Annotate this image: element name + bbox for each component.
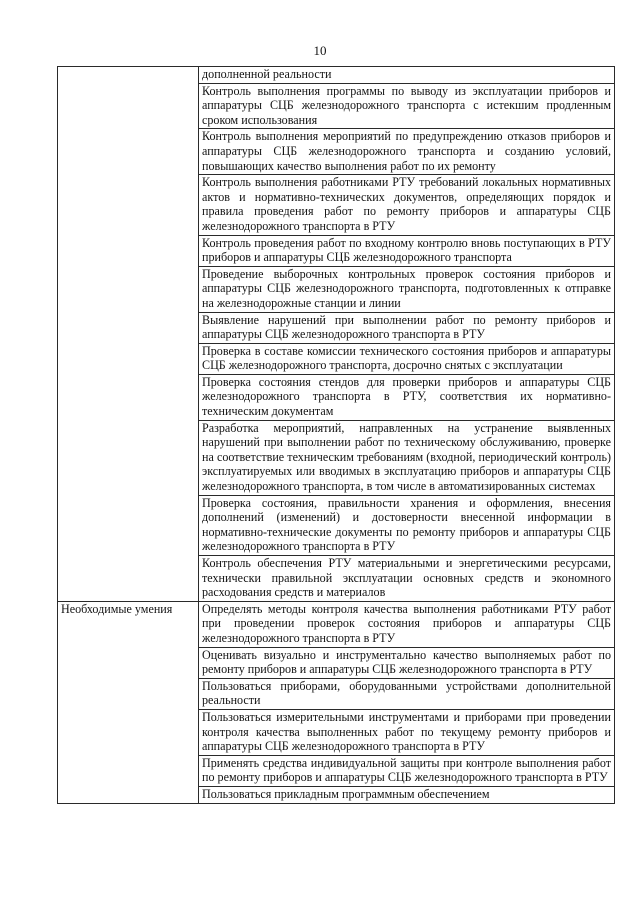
requirement-text: Определять методы контроля качества выполнения работниками РТУ работ при проведении проверок состояния приборов и аппаратуры СЦБ железнодорожного транспорта в РТУ — [202, 601, 611, 645]
section-label-cell — [58, 67, 199, 602]
requirement-cell — [199, 235, 615, 266]
requirement-text: Проверка состояния стендов для проверки приборов и аппаратуры СЦБ железнодорожного транспорта в РТУ, соответствия их нормативно-техническим документам — [202, 374, 611, 419]
requirement-text: Разработка мероприятий, направленных на устранение выявленных нарушений при выполнении работ по техническому обслуживанию, проверке на соответствие техническим требованиям (входной, периодический контроль) эксплуатируемых или вводимых в эксплуатацию приборов и аппаратуры СЦБ железнодорожного транспорта, в том числе в автоматизированных системах — [202, 420, 611, 494]
section-label: Необходимые умения — [61, 601, 173, 616]
requirement-text: Пользоваться измерительными инструментами и приборами при проведении контроля качества выполненных работ по текущему ремонту приборов и аппаратуры СЦБ железнодорожного транспорта в РТУ — [202, 709, 611, 754]
table-row — [58, 601, 615, 647]
requirement-cell — [199, 601, 615, 647]
section-label-cell — [58, 601, 199, 803]
page-number: 10 — [313, 43, 327, 58]
requirement-cell — [199, 755, 615, 786]
requirement-text: Выявление нарушений при выполнении работ по ремонту приборов и аппаратуры СЦБ железнодорожного транспорта в РТУ — [202, 312, 611, 342]
requirement-text: Контроль выполнения работниками РТУ требований локальных нормативных актов и нормативно-технических документов, определяющих порядок и правила проведения работ по ремонту приборов и аппаратуры СЦБ железнодорожного транспорта в РТУ — [202, 175, 611, 233]
requirement-cell — [199, 374, 615, 420]
requirement-text: Проверка в составе комиссии технического состояния приборов и аппаратуры СЦБ железнодорожного транспорта, досрочно снятых с эксплуатации — [202, 343, 611, 373]
requirement-text: Пользоваться прикладным программным обеспечением — [202, 786, 490, 801]
requirement-cell — [199, 556, 615, 602]
requirement-text: дополненной реальности — [202, 67, 332, 81]
table-row — [58, 67, 615, 84]
requirement-cell — [199, 678, 615, 709]
requirement-text: Контроль обеспечения РТУ материальными и энергетическими ресурсами, технически правильной эксплуатации основных средств и экономного расходования средств и материалов — [202, 556, 611, 600]
requirement-cell — [199, 312, 615, 343]
requirement-text: Проведение выборочных контрольных проверок состояния приборов и аппаратуры СЦБ железнодорожного транспорта, подготовленных к отправке на железнодорожные станции и линии — [202, 266, 611, 310]
requirement-cell — [199, 709, 615, 755]
requirement-cell — [199, 786, 615, 803]
requirement-text: Оценивать визуально и инструментально качество выполняемых работ по ремонту приборов и аппаратуры СЦБ железнодорожного транспорта в РТУ — [202, 647, 611, 677]
table-body — [58, 67, 615, 804]
requirement-cell — [199, 420, 615, 495]
requirement-cell — [199, 647, 615, 678]
requirement-text: Контроль проведения работ по входному контролю вновь поступающих в РТУ приборов и аппаратуры СЦБ железнодорожного транспорта — [202, 235, 611, 265]
requirement-text: Проверка состояния, правильности хранения и оформления, внесения дополнений (изменений) и достоверности внесенной информации в нормативно-технические документы по ремонту приборов и аппаратуры СЦБ железнодорожного транспорта в РТУ — [202, 495, 611, 554]
requirement-cell — [199, 175, 615, 235]
requirement-cell — [199, 343, 615, 374]
requirement-text: Контроль выполнения программы по выводу из эксплуатации приборов и аппаратуры СЦБ железнодорожного транспорта с истекшим продленным сроком использования — [202, 83, 611, 127]
requirement-cell — [199, 266, 615, 312]
requirement-text: Контроль выполнения мероприятий по предупреждению отказов приборов и аппаратуры СЦБ железнодорожного транспорта и созданию условий, повышающих качество выполнения работ по их ремонту — [202, 129, 611, 173]
requirement-text: Применять средства индивидуальной защиты при контроле выполнения работ по ремонту приборов и аппаратуры СЦБ железнодорожного транспорта в РТУ — [202, 755, 611, 785]
requirement-cell — [199, 129, 615, 175]
requirement-text: Пользоваться приборами, оборудованными устройствами дополнительной реальности — [202, 678, 611, 708]
requirement-cell — [199, 495, 615, 555]
requirement-cell — [199, 83, 615, 129]
requirements-table — [57, 66, 615, 804]
requirement-cell — [199, 67, 615, 84]
